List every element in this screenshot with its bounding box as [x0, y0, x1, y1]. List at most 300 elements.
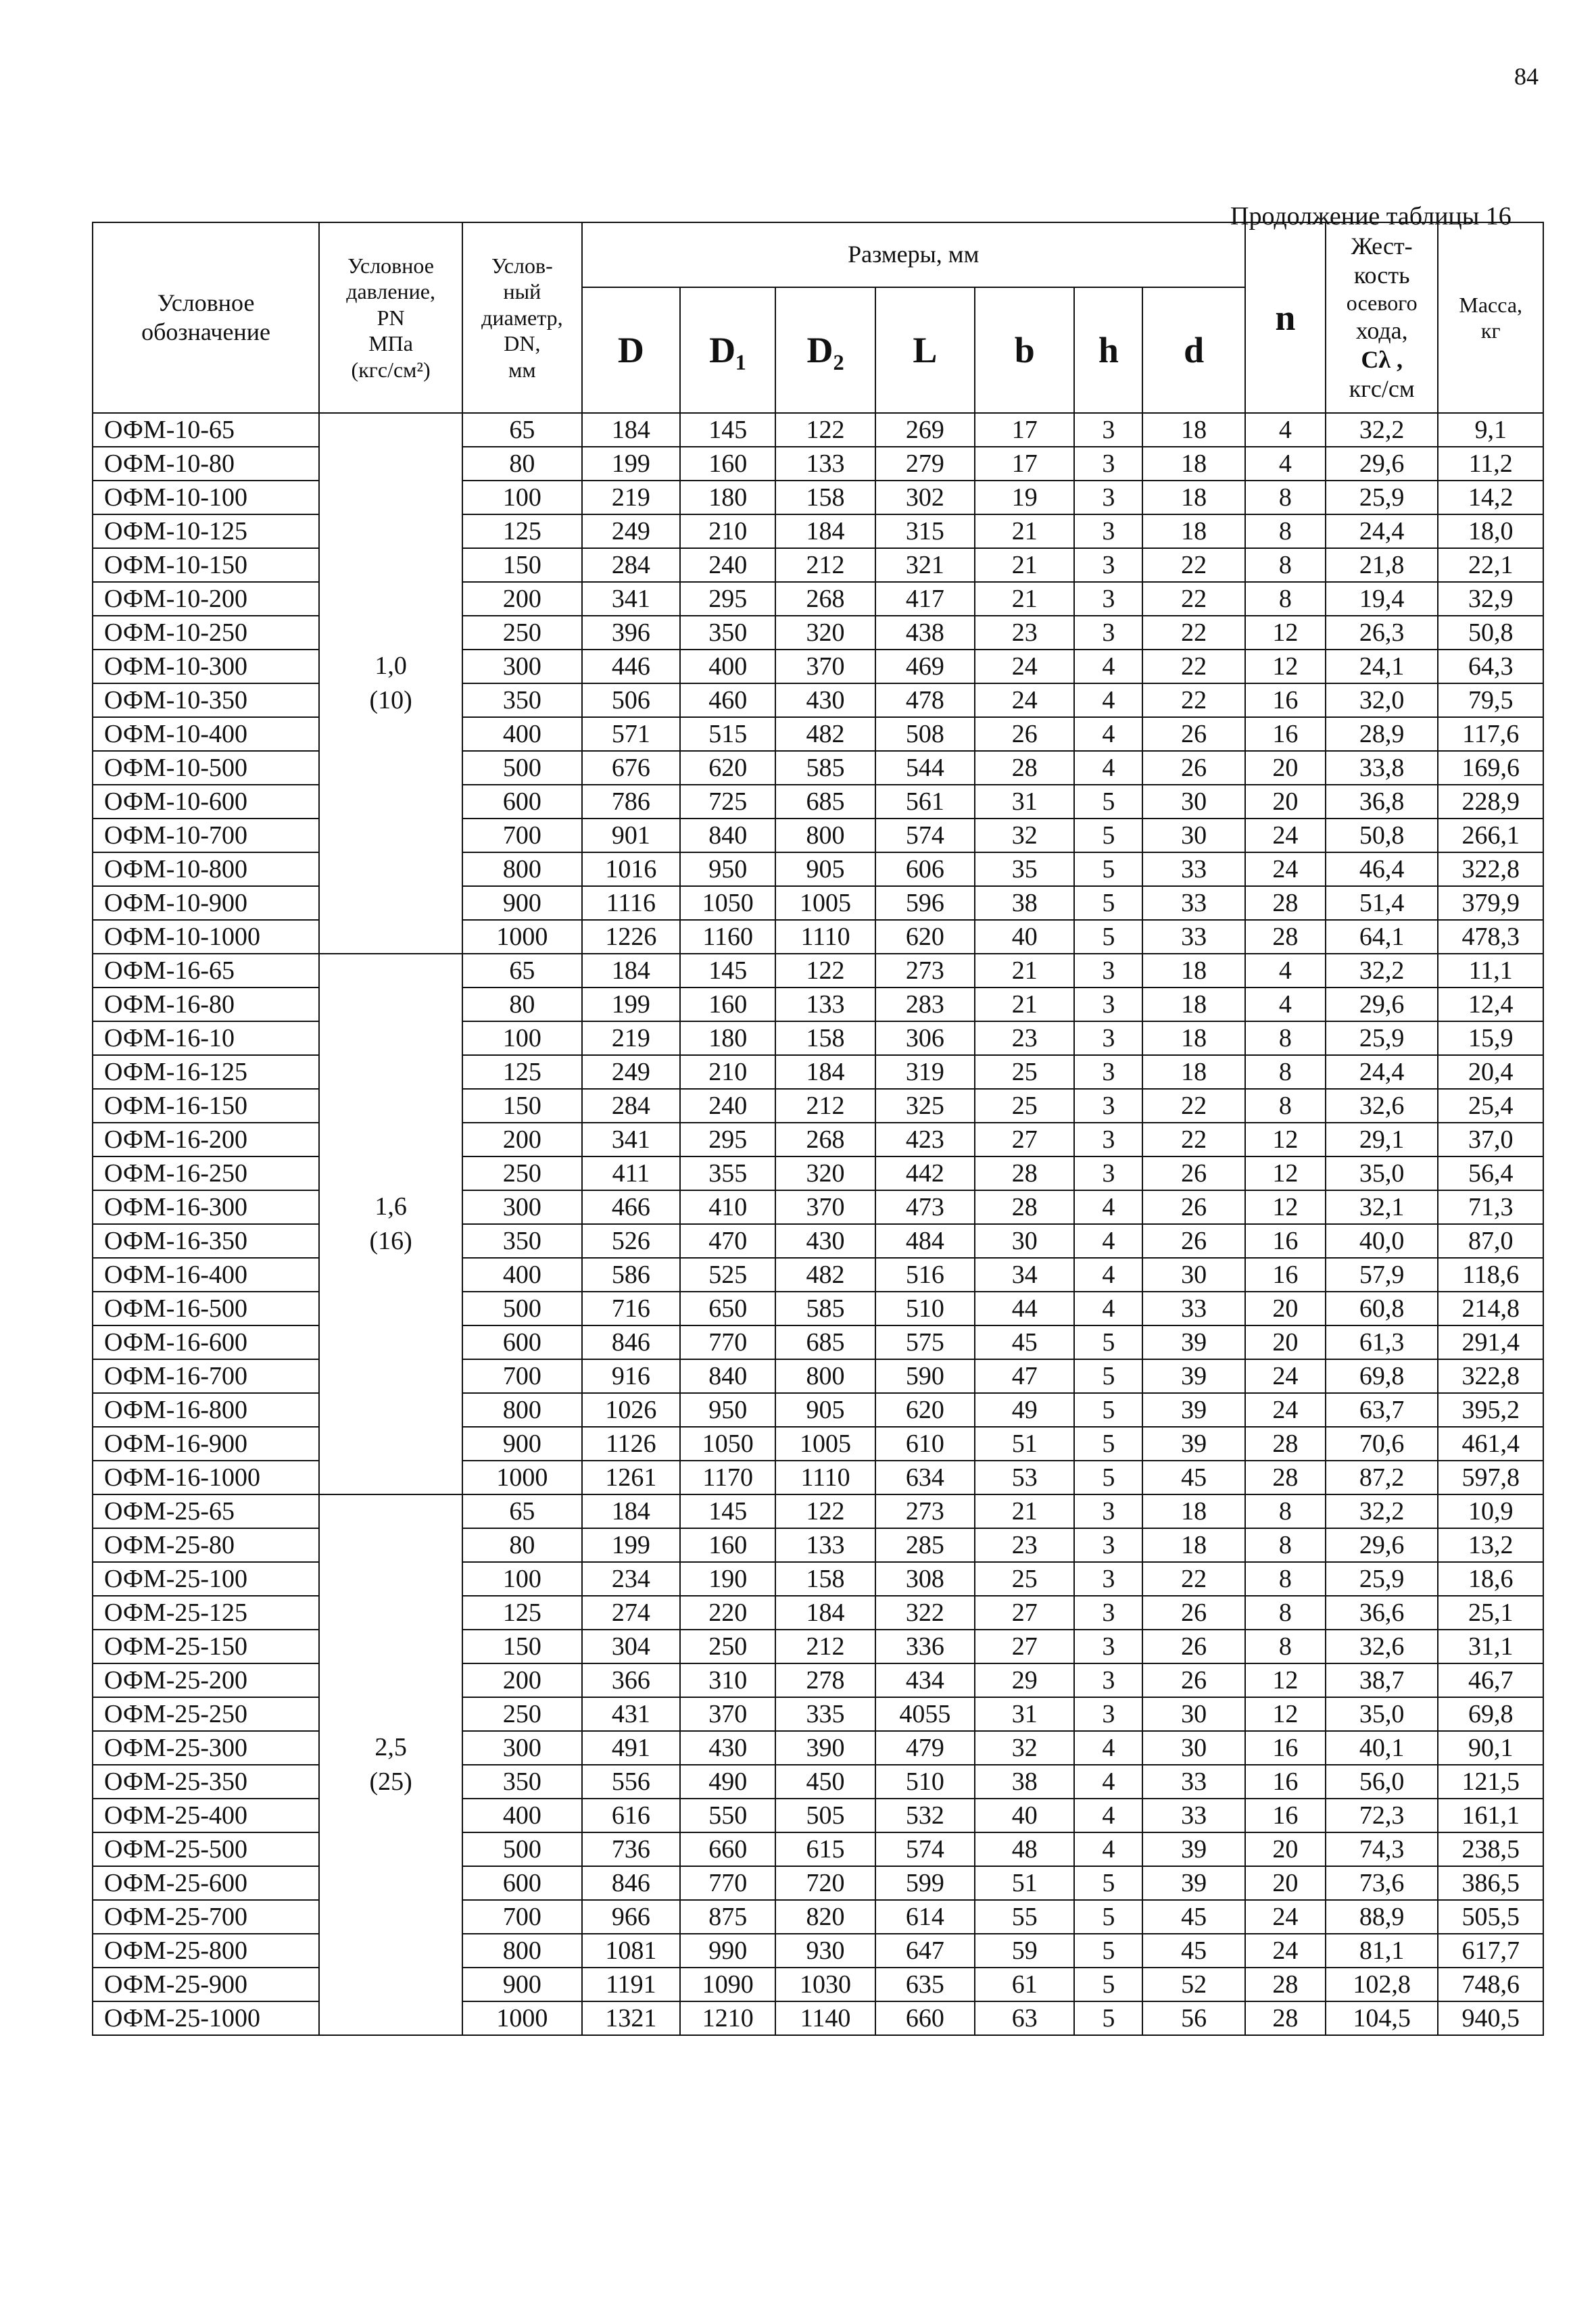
value-cell: 900	[462, 886, 582, 920]
value-cell: 322	[875, 1596, 975, 1630]
table-row	[93, 1359, 1543, 1393]
value-cell: 40	[975, 1799, 1074, 1832]
value-cell: 80	[462, 447, 582, 481]
value-cell: 321	[875, 548, 975, 582]
value-cell: 1090	[680, 1968, 775, 2001]
value-cell: 585	[775, 751, 875, 785]
table-row	[93, 717, 1543, 751]
value-cell: 12	[1245, 1156, 1326, 1190]
value-cell: 150	[462, 548, 582, 582]
value-cell: 32,9	[1438, 582, 1543, 616]
value-cell: 61	[975, 1968, 1074, 2001]
value-cell: 39	[1142, 1832, 1244, 1866]
table-row	[93, 1156, 1543, 1190]
value-cell: 278	[775, 1663, 875, 1697]
value-cell: 212	[775, 548, 875, 582]
value-cell: 219	[582, 481, 680, 514]
table-row	[93, 1562, 1543, 1596]
value-cell: 26	[1142, 1190, 1244, 1224]
table-row	[93, 683, 1543, 717]
value-cell: 212	[775, 1630, 875, 1663]
value-cell: 4	[1074, 650, 1142, 683]
value-cell: 4	[1245, 413, 1326, 447]
value-cell: 600	[462, 785, 582, 819]
table-row	[93, 785, 1543, 819]
value-cell: 13,2	[1438, 1528, 1543, 1562]
value-cell: 1116	[582, 886, 680, 920]
value-cell: 18	[1142, 954, 1244, 988]
value-cell: 30	[1142, 819, 1244, 852]
value-cell: 28	[975, 1190, 1074, 1224]
value-cell: 30	[1142, 1731, 1244, 1765]
value-cell: 930	[775, 1934, 875, 1968]
value-cell: 3	[1074, 481, 1142, 514]
value-cell: 506	[582, 683, 680, 717]
value-cell: 22	[1142, 650, 1244, 683]
value-cell: 53	[975, 1461, 1074, 1494]
value-cell: 597,8	[1438, 1461, 1543, 1494]
value-cell: 22	[1142, 582, 1244, 616]
header-D1: D₁	[680, 287, 775, 413]
page-number: 84	[1514, 63, 1539, 90]
value-cell: 770	[680, 1866, 775, 1900]
value-cell: 319	[875, 1055, 975, 1089]
designation-cell: ОФМ-10-300	[93, 650, 319, 683]
value-cell: 45	[1142, 1461, 1244, 1494]
value-cell: 228,9	[1438, 785, 1543, 819]
designation-cell: ОФМ-16-1000	[93, 1461, 319, 1494]
value-cell: 64,3	[1438, 650, 1543, 683]
value-cell: 17	[975, 413, 1074, 447]
value-cell: 59	[975, 1934, 1074, 1968]
value-cell: 28	[975, 751, 1074, 785]
value-cell: 250	[462, 616, 582, 650]
value-cell: 22	[1142, 1123, 1244, 1156]
value-cell: 5	[1074, 1968, 1142, 2001]
value-cell: 5	[1074, 1427, 1142, 1461]
value-cell: 550	[680, 1799, 775, 1832]
value-cell: 300	[462, 1731, 582, 1765]
value-cell: 500	[462, 1292, 582, 1325]
value-cell: 5	[1074, 819, 1142, 852]
value-cell: 87,0	[1438, 1224, 1543, 1258]
designation-cell: ОФМ-25-80	[93, 1528, 319, 1562]
value-cell: 26	[1142, 1663, 1244, 1697]
value-cell: 26	[1142, 751, 1244, 785]
value-cell: 516	[875, 1258, 975, 1292]
table-row	[93, 886, 1543, 920]
value-cell: 600	[462, 1866, 582, 1900]
value-cell: 341	[582, 1123, 680, 1156]
value-cell: 18	[1142, 1055, 1244, 1089]
value-cell: 22	[1142, 683, 1244, 717]
value-cell: 145	[680, 1494, 775, 1528]
value-cell: 12	[1245, 616, 1326, 650]
value-cell: 350	[462, 1224, 582, 1258]
value-cell: 160	[680, 1528, 775, 1562]
value-cell: 400	[462, 717, 582, 751]
value-cell: 145	[680, 954, 775, 988]
designation-cell: ОФМ-16-900	[93, 1427, 319, 1461]
value-cell: 24	[1245, 1393, 1326, 1427]
table-row	[93, 1663, 1543, 1697]
value-cell: 304	[582, 1630, 680, 1663]
value-cell: 145	[680, 413, 775, 447]
value-cell: 660	[680, 1832, 775, 1866]
value-cell: 4	[1074, 1799, 1142, 1832]
value-cell: 5	[1074, 886, 1142, 920]
designation-cell: ОФМ-25-1000	[93, 2001, 319, 2035]
value-cell: 5	[1074, 1325, 1142, 1359]
value-cell: 396	[582, 616, 680, 650]
value-cell: 3	[1074, 582, 1142, 616]
value-cell: 410	[680, 1190, 775, 1224]
table-row	[93, 1934, 1543, 1968]
value-cell: 482	[775, 1258, 875, 1292]
value-cell: 56,0	[1326, 1765, 1438, 1799]
value-cell: 18	[1142, 447, 1244, 481]
value-cell: 240	[680, 1089, 775, 1123]
value-cell: 3	[1074, 1630, 1142, 1663]
value-cell: 8	[1245, 582, 1326, 616]
value-cell: 27	[975, 1596, 1074, 1630]
value-cell: 180	[680, 1021, 775, 1055]
value-cell: 295	[680, 1123, 775, 1156]
header-n: n	[1245, 222, 1326, 413]
value-cell: 234	[582, 1562, 680, 1596]
value-cell: 390	[775, 1731, 875, 1765]
header-mass	[1438, 222, 1543, 413]
header-pressure-line: МПа	[368, 331, 413, 356]
header-name-text: Условное обозначение	[141, 289, 271, 345]
value-cell: 249	[582, 514, 680, 548]
header-D: D	[582, 287, 680, 413]
header-pressure-line: Условное	[347, 253, 434, 278]
value-cell: 44	[975, 1292, 1074, 1325]
value-cell: 100	[462, 1562, 582, 1596]
value-cell: 74,3	[1326, 1832, 1438, 1866]
value-cell: 158	[775, 481, 875, 514]
value-cell: 33	[1142, 1765, 1244, 1799]
value-cell: 1026	[582, 1393, 680, 1427]
value-cell: 4	[1074, 1765, 1142, 1799]
value-cell: 133	[775, 1528, 875, 1562]
value-cell: 700	[462, 1359, 582, 1393]
value-cell: 469	[875, 650, 975, 683]
table-row	[93, 1832, 1543, 1866]
value-cell: 20	[1245, 1866, 1326, 1900]
value-cell: 800	[462, 852, 582, 886]
table-row	[93, 1190, 1543, 1224]
value-cell: 574	[875, 1832, 975, 1866]
table-row	[93, 1055, 1543, 1089]
value-cell: 336	[875, 1630, 975, 1663]
designation-cell: ОФМ-16-300	[93, 1190, 319, 1224]
value-cell: 16	[1245, 683, 1326, 717]
designation-cell: ОФМ-25-600	[93, 1866, 319, 1900]
value-cell: 65	[462, 954, 582, 988]
value-cell: 23	[975, 616, 1074, 650]
value-cell: 5	[1074, 852, 1142, 886]
value-cell: 28	[1245, 1461, 1326, 1494]
value-cell: 30	[1142, 1258, 1244, 1292]
value-cell: 36,8	[1326, 785, 1438, 819]
designation-cell: ОФМ-25-150	[93, 1630, 319, 1663]
value-cell: 544	[875, 751, 975, 785]
value-cell: 273	[875, 1494, 975, 1528]
value-cell: 875	[680, 1900, 775, 1934]
table-row	[93, 819, 1543, 852]
value-cell: 8	[1245, 1528, 1326, 1562]
value-cell: 685	[775, 785, 875, 819]
value-cell: 28	[1245, 2001, 1326, 2035]
value-cell: 1000	[462, 1461, 582, 1494]
table-row	[93, 514, 1543, 548]
table-row	[93, 1697, 1543, 1731]
designation-cell: ОФМ-16-80	[93, 988, 319, 1021]
value-cell: 585	[775, 1292, 875, 1325]
value-cell: 52	[1142, 1968, 1244, 2001]
value-cell: 400	[680, 650, 775, 683]
pressure-group-cell	[319, 1494, 462, 2035]
value-cell: 800	[462, 1934, 582, 1968]
designation-cell: ОФМ-16-65	[93, 954, 319, 988]
value-cell: 3	[1074, 1596, 1142, 1630]
table-row	[93, 548, 1543, 582]
value-cell: 596	[875, 886, 975, 920]
value-cell: 16	[1245, 1799, 1326, 1832]
value-cell: 5	[1074, 1461, 1142, 1494]
value-cell: 460	[680, 683, 775, 717]
value-cell: 28	[1245, 920, 1326, 954]
value-cell: 5	[1074, 1934, 1142, 1968]
designation-cell: ОФМ-25-300	[93, 1731, 319, 1765]
value-cell: 650	[680, 1292, 775, 1325]
value-cell: 121,5	[1438, 1765, 1543, 1799]
value-cell: 29,6	[1326, 988, 1438, 1021]
pressure-value: 2,5	[374, 1732, 407, 1761]
value-cell: 32	[975, 1731, 1074, 1765]
value-cell: 133	[775, 447, 875, 481]
header-diameter	[462, 222, 582, 413]
value-cell: 33	[1142, 920, 1244, 954]
value-cell: 18	[1142, 481, 1244, 514]
value-cell: 355	[680, 1156, 775, 1190]
value-cell: 63	[975, 2001, 1074, 2035]
designation-cell: ОФМ-10-900	[93, 886, 319, 920]
value-cell: 69,8	[1438, 1697, 1543, 1731]
value-cell: 840	[680, 819, 775, 852]
header-diameter-line: Услов-	[491, 253, 553, 278]
value-cell: 268	[775, 1123, 875, 1156]
value-cell: 28,9	[1326, 717, 1438, 751]
value-cell: 291,4	[1438, 1325, 1543, 1359]
header-L: L	[875, 287, 975, 413]
value-cell: 33	[1142, 1292, 1244, 1325]
designation-cell: ОФМ-16-250	[93, 1156, 319, 1190]
value-cell: 38	[975, 886, 1074, 920]
value-cell: 18,0	[1438, 514, 1543, 548]
value-cell: 950	[680, 1393, 775, 1427]
value-cell: 556	[582, 1765, 680, 1799]
value-cell: 80	[462, 1528, 582, 1562]
value-cell: 36,6	[1326, 1596, 1438, 1630]
header-h: h	[1074, 287, 1142, 413]
value-cell: 161,1	[1438, 1799, 1543, 1832]
value-cell: 417	[875, 582, 975, 616]
value-cell: 1050	[680, 1427, 775, 1461]
value-cell: 102,8	[1326, 1968, 1438, 2001]
value-cell: 26	[1142, 1596, 1244, 1630]
value-cell: 4	[1074, 1258, 1142, 1292]
value-cell: 5	[1074, 1359, 1142, 1393]
value-cell: 770	[680, 1325, 775, 1359]
value-cell: 122	[775, 413, 875, 447]
value-cell: 3	[1074, 447, 1142, 481]
designation-cell: ОФМ-16-10	[93, 1021, 319, 1055]
value-cell: 274	[582, 1596, 680, 1630]
value-cell: 820	[775, 1900, 875, 1934]
value-cell: 180	[680, 481, 775, 514]
value-cell: 28	[1245, 1427, 1326, 1461]
value-cell: 8	[1245, 1494, 1326, 1528]
value-cell: 4	[1074, 751, 1142, 785]
value-cell: 16	[1245, 717, 1326, 751]
value-cell: 279	[875, 447, 975, 481]
table-row	[93, 1427, 1543, 1461]
value-cell: 430	[680, 1731, 775, 1765]
value-cell: 484	[875, 1224, 975, 1258]
value-cell: 508	[875, 717, 975, 751]
value-cell: 466	[582, 1190, 680, 1224]
value-cell: 599	[875, 1866, 975, 1900]
value-cell: 21	[975, 582, 1074, 616]
pressure-value-kgf: (10)	[369, 686, 412, 714]
value-cell: 901	[582, 819, 680, 852]
value-cell: 240	[680, 548, 775, 582]
value-cell: 150	[462, 1630, 582, 1663]
value-cell: 370	[680, 1697, 775, 1731]
value-cell: 571	[582, 717, 680, 751]
header-stiffness-line: кгс/см	[1349, 374, 1415, 402]
value-cell: 900	[462, 1968, 582, 2001]
value-cell: 21	[975, 988, 1074, 1021]
value-cell: 438	[875, 616, 975, 650]
value-cell: 411	[582, 1156, 680, 1190]
value-cell: 302	[875, 481, 975, 514]
value-cell: 51	[975, 1427, 1074, 1461]
value-cell: 35	[975, 852, 1074, 886]
value-cell: 916	[582, 1359, 680, 1393]
value-cell: 620	[875, 1393, 975, 1427]
table-row	[93, 1596, 1543, 1630]
value-cell: 81,1	[1326, 1934, 1438, 1968]
header-diameter-line: мм	[508, 357, 536, 382]
value-cell: 39	[1142, 1325, 1244, 1359]
value-cell: 685	[775, 1325, 875, 1359]
value-cell: 940,5	[1438, 2001, 1543, 2035]
value-cell: 16	[1245, 1258, 1326, 1292]
value-cell: 18	[1142, 1528, 1244, 1562]
table-row	[93, 1731, 1543, 1765]
value-cell: 184	[775, 514, 875, 548]
value-cell: 574	[875, 819, 975, 852]
value-cell: 63,7	[1326, 1393, 1438, 1427]
value-cell: 400	[462, 1799, 582, 1832]
value-cell: 20	[1245, 785, 1326, 819]
value-cell: 3	[1074, 1089, 1142, 1123]
pressure-value-kgf: (16)	[369, 1227, 412, 1255]
value-cell: 606	[875, 852, 975, 886]
table-row	[93, 1258, 1543, 1292]
value-cell: 21	[975, 514, 1074, 548]
value-cell: 35,0	[1326, 1156, 1438, 1190]
value-cell: 491	[582, 1731, 680, 1765]
table-row	[93, 1765, 1543, 1799]
value-cell: 308	[875, 1562, 975, 1596]
value-cell: 24	[1245, 1359, 1326, 1393]
value-cell: 4	[1074, 717, 1142, 751]
header-pressure-line: PN	[377, 305, 405, 330]
value-cell: 33	[1142, 1799, 1244, 1832]
value-cell: 4	[1245, 988, 1326, 1021]
value-cell: 1000	[462, 2001, 582, 2035]
value-cell: 184	[775, 1596, 875, 1630]
value-cell: 479	[875, 1731, 975, 1765]
value-cell: 800	[775, 1359, 875, 1393]
value-cell: 1160	[680, 920, 775, 954]
value-cell: 169,6	[1438, 751, 1543, 785]
value-cell: 320	[775, 1156, 875, 1190]
value-cell: 322,8	[1438, 1359, 1543, 1393]
value-cell: 21	[975, 1494, 1074, 1528]
value-cell: 4	[1074, 1292, 1142, 1325]
value-cell: 300	[462, 1190, 582, 1224]
value-cell: 184	[582, 413, 680, 447]
value-cell: 39	[1142, 1427, 1244, 1461]
value-cell: 610	[875, 1427, 975, 1461]
value-cell: 8	[1245, 1089, 1326, 1123]
value-cell: 160	[680, 988, 775, 1021]
value-cell: 515	[680, 717, 775, 751]
pressure-value-kgf: (25)	[369, 1768, 412, 1796]
value-cell: 614	[875, 1900, 975, 1934]
value-cell: 350	[680, 616, 775, 650]
value-cell: 3	[1074, 1021, 1142, 1055]
value-cell: 23	[975, 1528, 1074, 1562]
value-cell: 18	[1142, 1494, 1244, 1528]
header-pressure	[319, 222, 462, 413]
value-cell: 20	[1245, 1325, 1326, 1359]
value-cell: 200	[462, 582, 582, 616]
value-cell: 39	[1142, 1393, 1244, 1427]
value-cell: 617,7	[1438, 1934, 1543, 1968]
value-cell: 3	[1074, 1494, 1142, 1528]
value-cell: 11,1	[1438, 954, 1543, 988]
value-cell: 24	[975, 650, 1074, 683]
table-row	[93, 1021, 1543, 1055]
value-cell: 26	[1142, 1224, 1244, 1258]
value-cell: 616	[582, 1799, 680, 1832]
value-cell: 32	[975, 819, 1074, 852]
value-cell: 575	[875, 1325, 975, 1359]
value-cell: 35,0	[1326, 1697, 1438, 1731]
value-cell: 249	[582, 1055, 680, 1089]
value-cell: 24	[1245, 1934, 1326, 1968]
value-cell: 1016	[582, 852, 680, 886]
designation-cell: ОФМ-16-150	[93, 1089, 319, 1123]
value-cell: 386,5	[1438, 1866, 1543, 1900]
